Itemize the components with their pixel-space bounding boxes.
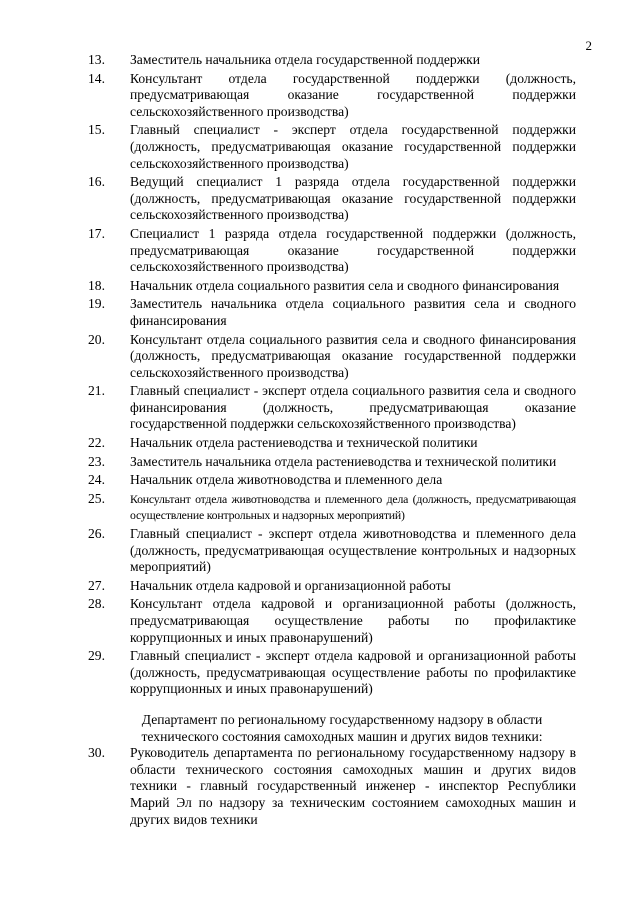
item-text: Руководитель департамента по региональному государственному надзору в области технического состояния самоходных машин и других видов техники - главный государственный инженер - инспектор Республики Марий Эл по надзору за техническим состоянием самоходных машин и других видов техники	[130, 745, 576, 827]
list-item	[88, 174, 576, 224]
list-item	[88, 648, 576, 698]
item-text: Начальник отдела кадровой и организационной работы	[130, 577, 451, 593]
list-item	[88, 578, 576, 595]
item-text: Ведущий специалист 1 разряда отдела государственной поддержки (должность, предусматривающая оказание государственной поддержки сельскохозяйственного производства)	[130, 174, 576, 223]
list-item	[88, 491, 576, 524]
item-number: 26.	[88, 526, 105, 542]
item-number: 13.	[88, 52, 105, 67]
item-number: 19.	[88, 296, 105, 312]
item-text: Заместитель начальника отдела государственной поддержки	[130, 52, 480, 67]
item-text: Начальник отдела животноводства и племенного дела	[130, 472, 443, 488]
item-text: Специалист 1 разряда отдела государственной поддержки (должность, предусматривающая оказание государственной поддержки сельскохозяйственного производства)	[130, 225, 576, 275]
item-number: 18.	[88, 277, 105, 293]
item-number: 17.	[88, 225, 105, 241]
item-number: 29.	[88, 648, 105, 664]
list-item	[88, 745, 576, 828]
item-number: 27.	[88, 577, 105, 593]
section-heading: Департамент по региональному государственному надзору в области технического состояния самоходных машин и других видов техники:	[141, 711, 543, 744]
list-item	[88, 472, 576, 489]
item-text: Заместитель начальника отдела растениеводства и технической политики	[130, 453, 557, 469]
item-text: Заместитель начальника отдела социального развития села и сводного финансирования	[130, 296, 576, 328]
item-number: 20.	[88, 331, 105, 347]
page-number: 2	[585, 38, 592, 53]
item-number: 25.	[88, 490, 105, 506]
item-number: 24.	[88, 472, 105, 488]
position-list	[88, 52, 576, 830]
list-item	[88, 526, 576, 576]
item-number: 23.	[88, 453, 105, 469]
item-text: Консультант отдела животноводства и племенного дела (должность, предусматривающая осуществление контрольных и надзорных мероприятий)	[130, 491, 576, 523]
list-item	[88, 71, 576, 121]
item-text: Главный специалист - эксперт отдела кадровой и организационной работы (должность, предусматривающая осуществление работы по профилактике коррупционных и иных правонарушений)	[130, 648, 576, 697]
item-text: Начальник отдела социального развития села и сводного финансирования	[130, 277, 560, 293]
item-number: 15.	[88, 122, 105, 138]
item-text: Консультант отдела социального развития села и сводного финансирования (должность, предусматривающая оказание государственной поддержки сельскохозяйственного производства)	[130, 331, 576, 380]
list-item	[88, 226, 576, 276]
item-text: Консультант отдела государственной поддержки (должность, предусматривающая оказание государственной поддержки сельскохозяйственного производства)	[130, 70, 576, 119]
list-item	[88, 454, 576, 471]
item-number: 21.	[88, 383, 105, 399]
item-number: 22.	[88, 435, 105, 451]
item-text: Начальник отдела растениеводства и технической политики	[130, 435, 478, 451]
list-item	[88, 278, 576, 295]
item-number: 14.	[88, 70, 105, 86]
item-text: Консультант отдела кадровой и организационной работы (должность, предусматривающая осуществление работы по профилактике коррупционных и иных правонарушений)	[130, 596, 576, 645]
list-item	[88, 435, 576, 452]
item-number: 30.	[88, 745, 105, 761]
item-text: Главный специалист - эксперт отдела государственной поддержки (должность, предусматривающая оказание государственной поддержки сельскохозяйственного производства)	[130, 122, 576, 171]
item-number: 28.	[88, 596, 105, 612]
item-text: Главный специалист - эксперт отдела социального развития села и сводного финансирования (должность, предусматривающая оказание государственной поддержки сельскохозяйственного производства)	[130, 383, 576, 432]
list-item	[88, 52, 576, 69]
list-item	[88, 383, 576, 433]
list-item	[88, 122, 576, 172]
item-number: 16.	[88, 174, 105, 190]
list-item	[88, 596, 576, 646]
list-item	[88, 296, 576, 329]
list-item	[88, 332, 576, 382]
item-text: Главный специалист - эксперт отдела животноводства и племенного дела (должность, предусматривающая осуществление контрольных и надзорных мероприятий)	[130, 526, 576, 575]
